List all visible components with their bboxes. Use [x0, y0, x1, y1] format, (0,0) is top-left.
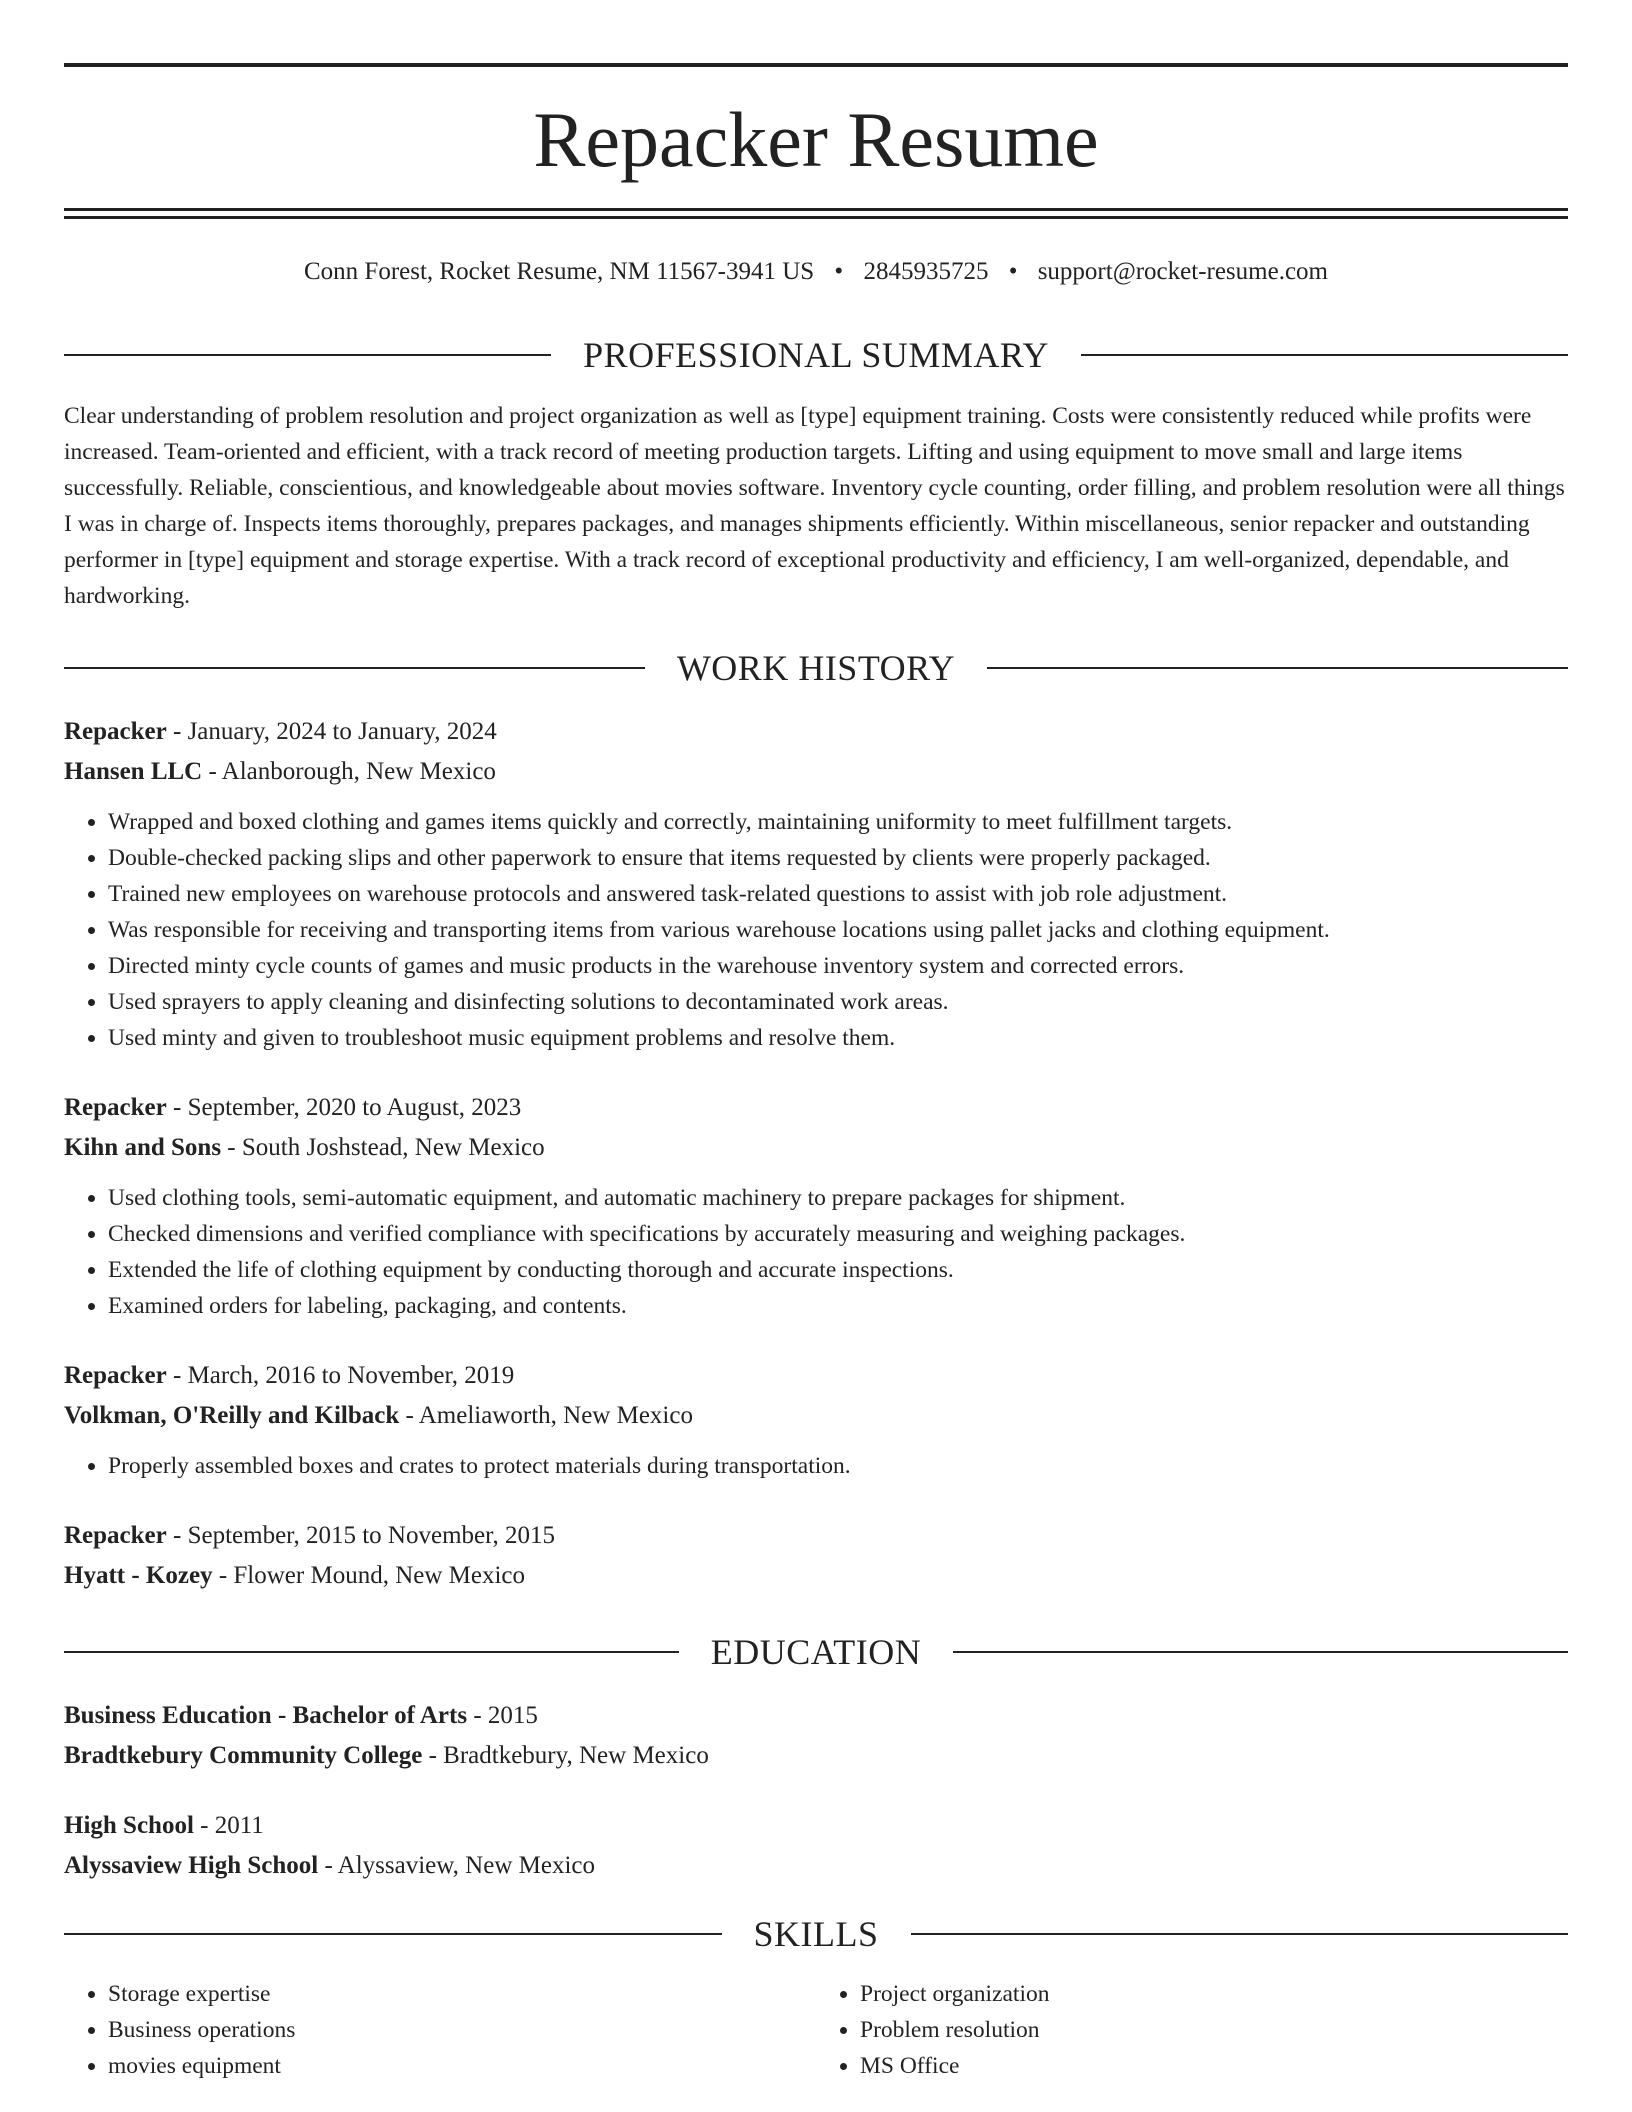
job-title-row [64, 1088, 1568, 1128]
work-heading-row [64, 646, 1568, 690]
education-school: Alyssaview High School [64, 1852, 319, 1879]
job-company-row [64, 752, 1568, 792]
education-location: - Alyssaview, New Mexico [324, 1852, 595, 1879]
heading-rule-left [64, 667, 645, 669]
skill-item: • Business operations [108, 2012, 816, 2048]
job-company: Volkman, O'Reilly and Kilback [64, 1402, 400, 1429]
skills-heading-row [64, 1912, 1568, 1956]
skills-list [64, 1976, 1568, 2084]
heading-rule-right [987, 667, 1568, 669]
job-company-row [64, 1556, 1568, 1596]
skills-heading: SKILLS [753, 1914, 879, 1954]
contact-separator: • [834, 258, 844, 285]
education-degree-row [64, 1806, 1568, 1846]
job-title: Repacker [64, 1362, 167, 1389]
job-bullet: • Wrapped and boxed clothing and games items quickly and correctly, maintaining uniformity to meet fulfillment targets. [108, 804, 1568, 840]
job-location: - Alanborough, New Mexico [208, 758, 496, 785]
job-entry [64, 1088, 1568, 1324]
education-heading-row [64, 1630, 1568, 1674]
skill-item: • Project organization [860, 1976, 1568, 2012]
job-company-row [64, 1396, 1568, 1436]
heading-rule-right [911, 1933, 1569, 1935]
contact-separator: • [1008, 258, 1018, 285]
job-bullet: • Directed minty cycle counts of games and music products in the warehouse inventory system and corrected errors. [108, 948, 1568, 984]
job-bullet: • Extended the life of clothing equipment by conducting thorough and accurate inspections. [108, 1252, 1568, 1288]
education-location: - Bradtkebury, New Mexico [428, 1742, 709, 1769]
skill-item: • MS Office [860, 2048, 1568, 2084]
heading-rule-right [1081, 354, 1568, 356]
skills-column-left [64, 1976, 816, 2084]
job-bullets [64, 804, 1568, 1056]
job-title-row [64, 712, 1568, 752]
education-heading: EDUCATION [710, 1632, 922, 1672]
job-bullet: • Used clothing tools, semi-automatic equipment, and automatic machinery to prepare packages for shipment. [108, 1180, 1568, 1216]
job-company: Hansen LLC [64, 758, 203, 785]
job-bullet: • Was responsible for receiving and transporting items from various warehouse locations using pallet jacks and clothing equipment. [108, 912, 1568, 948]
education-entry [64, 1696, 1568, 1776]
job-title: Repacker [64, 718, 167, 745]
work-heading: WORK HISTORY [676, 648, 956, 688]
job-company-row [64, 1128, 1568, 1168]
job-title: Repacker [64, 1094, 167, 1121]
job-company: Hyatt - Kozey [64, 1562, 213, 1589]
skill-item: • movies equipment [108, 2048, 816, 2084]
contact-line [64, 254, 1568, 290]
job-dates: - March, 2016 to November, 2019 [173, 1362, 515, 1389]
education-degree: Business Education - Bachelor of Arts [64, 1702, 468, 1729]
education-school: Bradtkebury Community College [64, 1742, 423, 1769]
summary-text: Clear understanding of problem resolution and project organization as well as [type] equipment training. Costs were consistently reduced while profits were increased. Team-oriented and efficient, with a track record of meeting production targets. Lifting and using equipment to move small and large items successfully. Reliable, conscientious, and knowledgeable about movies software. Inventory cycle counting, order filling, and problem resolution were all things I was in charge of. Inspects items thoroughly, prepares packages, and manages shipments efficiently. Within miscellaneous, senior repacker and outstanding performer in [type] equipment and storage expertise. With a track record of exceptional productivity and efficiency, I am well-organized, dependable, and hardworking. [64, 403, 1565, 609]
job-title: Repacker [64, 1522, 167, 1549]
skill-item: • Storage expertise [108, 1976, 816, 2012]
job-dates: - September, 2020 to August, 2023 [173, 1094, 522, 1121]
job-location: - Flower Mound, New Mexico [218, 1562, 526, 1589]
heading-rule-right [953, 1651, 1568, 1653]
job-title-row [64, 1516, 1568, 1556]
title-rule-upper [64, 208, 1568, 211]
education-degree: High School [64, 1812, 194, 1839]
heading-rule-left [64, 1651, 679, 1653]
skill-item: • Problem resolution [860, 2012, 1568, 2048]
education-school-row [64, 1736, 1568, 1776]
job-entry [64, 1516, 1568, 1596]
job-location: - Ameliaworth, New Mexico [405, 1402, 693, 1429]
heading-rule-left [64, 354, 551, 356]
contact-phone: 2845935725 [863, 258, 989, 285]
resume-title: Repacker Resume [533, 96, 1099, 183]
job-bullet: • Double-checked packing slips and other paperwork to ensure that items requested by clients were properly packaged. [108, 840, 1568, 876]
title-rule-lower [64, 216, 1568, 219]
summary-heading-row [64, 333, 1568, 377]
education-year: - 2015 [473, 1702, 538, 1729]
job-bullet: • Examined orders for labeling, packaging, and contents. [108, 1288, 1568, 1324]
job-entry [64, 1356, 1568, 1484]
summary-heading: PROFESSIONAL SUMMARY [583, 335, 1049, 375]
skills-column-right [816, 1976, 1568, 2084]
job-bullet: • Trained new employees on warehouse protocols and answered task-related questions to assist with job role adjustment. [108, 876, 1568, 912]
education-degree-row [64, 1696, 1568, 1736]
contact-address: Conn Forest, Rocket Resume, NM 11567-3941 US [304, 258, 815, 285]
job-location: - South Joshstead, New Mexico [227, 1134, 545, 1161]
job-entry [64, 712, 1568, 1056]
job-bullets [64, 1180, 1568, 1324]
job-bullet: • Checked dimensions and verified compliance with specifications by accurately measuring and weighing packages. [108, 1216, 1568, 1252]
job-bullet: • Used minty and given to troubleshoot music equipment problems and resolve them. [108, 1020, 1568, 1056]
heading-rule-left [64, 1933, 722, 1935]
education-entry [64, 1806, 1568, 1886]
education-year: - 2011 [200, 1812, 264, 1839]
education-school-row [64, 1846, 1568, 1886]
job-bullet: • Used sprayers to apply cleaning and disinfecting solutions to decontaminated work areas. [108, 984, 1568, 1020]
job-bullet: • Properly assembled boxes and crates to protect materials during transportation. [108, 1448, 1568, 1484]
job-title-row [64, 1356, 1568, 1396]
job-company: Kihn and Sons [64, 1134, 222, 1161]
top-rule [64, 63, 1568, 67]
job-bullets [64, 1448, 1568, 1484]
contact-email: support@rocket-resume.com [1037, 258, 1328, 285]
job-dates: - September, 2015 to November, 2015 [173, 1522, 555, 1549]
job-dates: - January, 2024 to January, 2024 [173, 718, 497, 745]
